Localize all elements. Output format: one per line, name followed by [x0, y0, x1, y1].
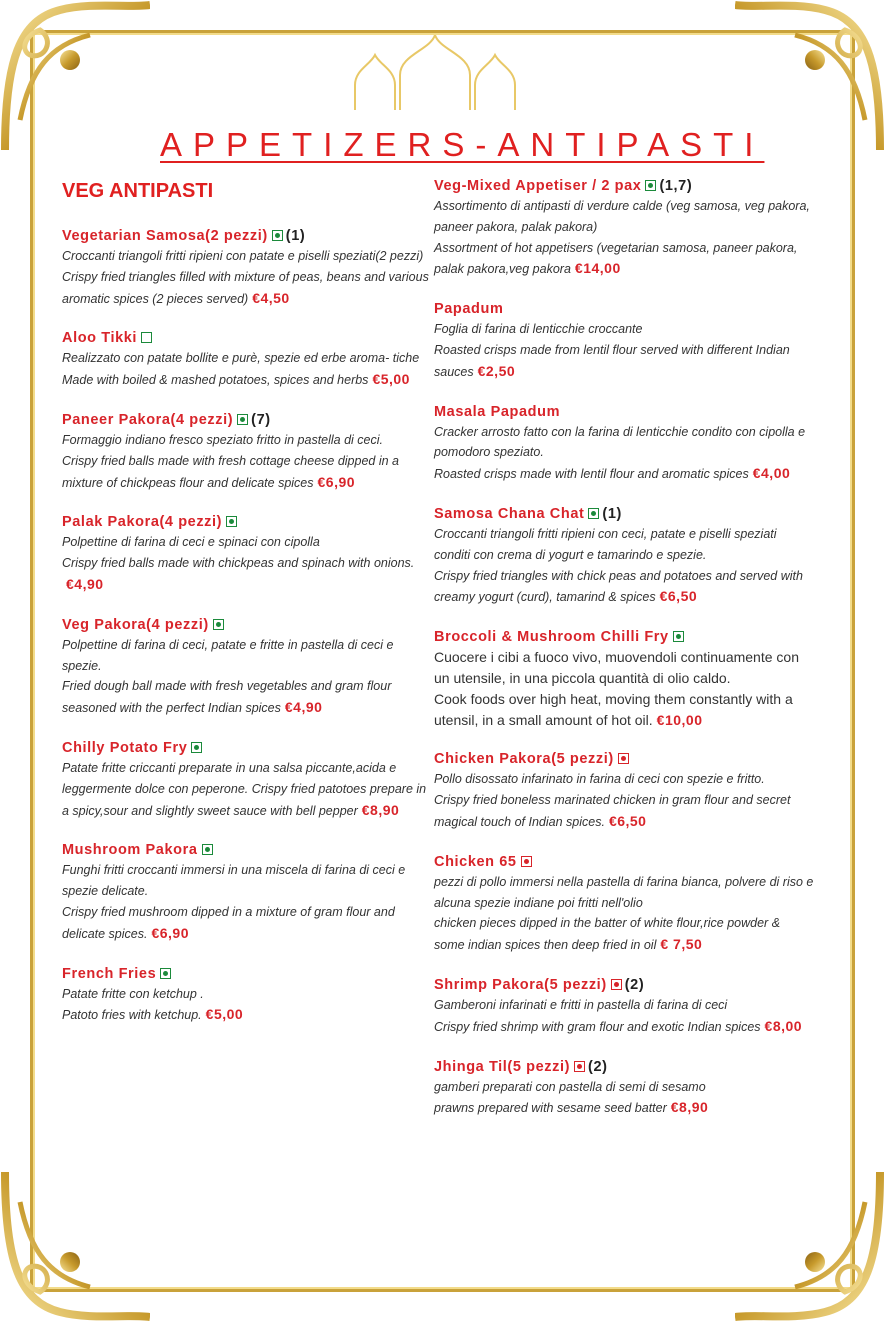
menu-item [434, 627, 814, 730]
item-name [434, 402, 814, 422]
item-price: €8,90 [670, 1099, 709, 1116]
item-description [434, 340, 814, 383]
description-text: Croccanti triangoli fritti ripieni con ceci, patate e piselli speziati conditi con crema di yogurt e tamarindo e spezie. [434, 526, 777, 562]
item-name [434, 504, 814, 524]
veg-icon [213, 619, 224, 630]
item-title: Papadum [434, 301, 504, 318]
corner-ornament-top-left [0, 0, 150, 150]
menu-item [62, 964, 432, 1027]
item-name [62, 328, 432, 348]
allergen-tag: (1,7) [659, 178, 693, 194]
allergen-tag: (2) [588, 1058, 608, 1075]
description-text: Gamberoni infarinati e fritti in pastella di farina di ceci [434, 997, 728, 1012]
item-description [434, 689, 814, 731]
item-price: €4,90 [284, 699, 323, 716]
description-text: Crispy fried shrimp with gram flour and exotic Indian spices [434, 1019, 761, 1034]
veg-icon [645, 180, 656, 191]
item-price: €4,50 [252, 289, 290, 306]
item-price: €5,00 [372, 371, 410, 388]
item-price: €6,90 [317, 473, 356, 490]
section-title-veg: VEG ANTIPASTI [62, 180, 214, 202]
item-description [434, 238, 814, 281]
item-title: Paneer Pakora(4 pezzi) [62, 411, 234, 428]
item-price: €6,50 [608, 812, 647, 829]
description-text: Crispy fried boneless marinated chicken in gram flour and secret magical touch of Indian spices. [434, 793, 791, 829]
item-title: Palak Pakora(4 pezzi) [62, 514, 223, 531]
item-description [62, 430, 432, 451]
item-name [62, 226, 432, 246]
item-price: €2,50 [477, 362, 516, 379]
item-name [434, 749, 814, 769]
item-title: Jhinga Til(5 pezzi) [434, 1058, 571, 1075]
item-description [62, 532, 432, 553]
item-title: Masala Papadum [434, 403, 561, 420]
item-name [434, 299, 814, 319]
item-description [434, 422, 814, 464]
description-text: prawns prepared with sesame seed batter [434, 1101, 667, 1116]
item-description [62, 984, 432, 1005]
item-title: Broccoli & Mushroom Chilli Fry [434, 629, 669, 646]
item-title: Veg-Mixed Appetiser / 2 pax [434, 178, 642, 194]
menu-item [434, 299, 814, 382]
description-text: chicken pieces dipped in the batter of white flour,rice powder & some indian spices then deep fried in oil [434, 916, 781, 953]
item-name [62, 512, 432, 532]
description-text: Polpettine di farina di ceci, patate e fritte in pastella di ceci e spezie. [62, 637, 394, 673]
veg-icon [191, 742, 202, 753]
description-text: Crispy fried triangles with chick peas and potatoes and served with creamy yogurt (curd), tamarind & spices [434, 568, 803, 605]
item-name [62, 964, 432, 984]
menu-item [62, 840, 432, 944]
corner-ornament-bottom-right [735, 1172, 885, 1322]
item-description [62, 246, 432, 267]
description-text: Funghi fritti croccanti immersi in una miscela di farina di ceci e spezie delicate. [62, 863, 406, 899]
item-name [434, 627, 814, 647]
non-veg-icon [574, 1061, 585, 1072]
menu-item [62, 512, 432, 595]
item-price: €14,00 [574, 260, 621, 277]
item-description [434, 1077, 814, 1098]
item-price: €6,90 [151, 924, 190, 941]
description-text: Realizzato con patate bollite e purè, spezie ed erbe aroma- tiche [62, 351, 420, 366]
description-text: Crispy fried balls made with fresh cottage cheese dipped in a mixture of chickpeas flour and delicate spices [62, 453, 399, 490]
menu-item [62, 410, 432, 493]
menu-item [434, 176, 814, 280]
item-price: €4,90 [66, 575, 104, 592]
item-name [434, 176, 814, 196]
description-text: Made with boiled & mashed potatoes, spices and herbs [62, 373, 369, 388]
item-description [434, 196, 814, 238]
item-price: €6,50 [659, 588, 698, 605]
menu-item [434, 852, 814, 956]
corner-ornament-bottom-left [0, 1172, 150, 1322]
veg-icon [237, 414, 248, 425]
left-menu-column [62, 226, 432, 1045]
item-title: Aloo Tikki [62, 330, 138, 347]
description-text: Crispy fried triangles filled with mixture of peas, beans and various aromatic spices (2 pieces served) [62, 269, 429, 306]
non-veg-icon [521, 856, 532, 867]
item-price: € 7,50 [660, 936, 703, 953]
item-description [434, 913, 814, 956]
item-price: €5,00 [205, 1006, 244, 1023]
item-description [434, 566, 814, 609]
description-text: Fried dough ball made with fresh vegetables and gram flour seasoned with the perfect Indian spices [62, 679, 392, 716]
menu-item [434, 975, 814, 1038]
veg-icon [272, 230, 283, 241]
item-description [62, 758, 432, 821]
item-description [434, 524, 814, 566]
item-price: €10,00 [656, 711, 703, 728]
item-title: Veg Pakora(4 pezzi) [62, 616, 209, 633]
allergen-tag: (7) [251, 411, 271, 428]
item-price: €8,90 [361, 801, 400, 818]
description-text: Assortment of hot appetisers (vegetarian samosa, paneer pakora, palak pakora,veg pakora [434, 240, 798, 277]
description-text: Assortimento di antipasti di verdure calde (veg samosa, veg pakora, paneer pakora, palak pakora) [434, 199, 810, 234]
item-title: Chilly Potato Fry [62, 739, 188, 756]
description-text: Polpettine di farina di ceci e spinaci con cipolla [62, 535, 320, 550]
non-veg-icon [618, 753, 629, 764]
description-text: Roasted crisps made with lentil flour and aromatic spices [434, 467, 749, 482]
description-text: Roasted crisps made from lentil flour served with different Indian sauces [434, 342, 790, 379]
menu-item [434, 1057, 814, 1120]
description-text: Formaggio indiano fresco speziato fritto in pastella di ceci. [62, 432, 383, 447]
item-description [62, 635, 432, 677]
description-text: Cuocere i cibi a fuoco vivo, muovendoli continuamente con un utensile, in una piccola quantità di olio caldo. [434, 649, 799, 686]
item-price: €4,00 [752, 465, 791, 482]
item-name [434, 852, 814, 872]
menu-item [62, 615, 432, 719]
allergen-tag: (1) [285, 228, 306, 244]
item-name [62, 840, 432, 860]
description-text: Cracker arrosto fatto con la farina di lenticchie condito con cipolla e pomodoro speziato. [434, 424, 806, 460]
non-veg-icon [611, 979, 622, 990]
item-name [434, 975, 814, 995]
description-text: Patate fritte criccanti preparate in una salsa piccante,acida e leggermente dolce con peperone. Crispy fried patotoes prepare in a spicy,sour and slightly sweet sauce with bell pepper [62, 760, 427, 818]
page-title: APPETIZERS-ANTIPASTI [160, 126, 765, 163]
item-title: Vegetarian Samosa(2 pezzi) [62, 228, 268, 244]
veg-icon [141, 332, 152, 343]
description-text: Patate fritte con ketchup . [62, 986, 204, 1001]
description-text: pezzi di pollo immersi nella pastella di farina bianca, polvere di riso e alcuna spezie indiane poi fritti nell'olio [434, 874, 814, 910]
description-text: Cook foods over high heat, moving them constantly with a utensil, in a small amount of hot oil. [434, 690, 793, 728]
item-description [434, 1097, 814, 1119]
description-text: Crispy fried balls made with chickpeas and spinach with onions. [62, 556, 415, 571]
menu-item [434, 402, 814, 485]
item-title: French Fries [62, 965, 157, 982]
item-description [62, 902, 432, 945]
item-description [434, 319, 814, 340]
menu-item [434, 504, 814, 608]
description-text: gamberi preparati con pastella di semi di sesamo [434, 1079, 706, 1094]
description-text: Croccanti triangoli fritti ripieni con patate e piselli speziati(2 pezzi) [62, 249, 424, 263]
item-description [62, 267, 432, 310]
menu-item [434, 749, 814, 832]
item-description [62, 369, 432, 391]
item-description [434, 995, 814, 1016]
item-description [434, 872, 814, 914]
veg-icon [673, 631, 684, 642]
allergen-tag: (2) [624, 976, 645, 993]
description-text: Crispy fried mushroom dipped in a mixture of gram flour and delicate spices. [62, 904, 395, 941]
item-description [434, 647, 814, 689]
item-title: Chicken Pakora(5 pezzi) [434, 751, 614, 768]
veg-icon [202, 844, 213, 855]
item-name [62, 615, 432, 635]
item-price: €8,00 [764, 1017, 803, 1034]
menu-item [62, 226, 432, 309]
dome-icon [345, 35, 525, 115]
item-description [62, 451, 432, 494]
description-text: Foglia di farina di lenticchie croccante [434, 322, 643, 337]
item-name [62, 738, 432, 758]
item-title: Shrimp Pakora(5 pezzi) [434, 976, 607, 993]
item-name [434, 1057, 814, 1077]
menu-item [62, 328, 432, 391]
item-description [62, 348, 432, 369]
item-description [62, 676, 432, 719]
item-description [62, 553, 432, 596]
item-description [62, 1004, 432, 1026]
item-name [62, 410, 432, 430]
veg-icon [160, 968, 171, 979]
item-title: Chicken 65 [434, 853, 517, 870]
item-description [434, 1016, 814, 1038]
item-description [62, 860, 432, 902]
veg-icon [226, 516, 237, 527]
description-text: Patoto fries with ketchup. [62, 1008, 202, 1023]
item-title: Samosa Chana Chat [434, 505, 585, 522]
veg-icon [588, 508, 599, 519]
item-description [434, 769, 814, 790]
right-menu-column [434, 176, 814, 1138]
menu-item [62, 738, 432, 821]
item-description [434, 790, 814, 833]
item-title: Mushroom Pakora [62, 842, 198, 859]
allergen-tag: (1) [602, 505, 622, 522]
description-text: Pollo disossato infarinato in farina di ceci con spezie e fritto. [434, 772, 765, 787]
item-description [434, 463, 814, 485]
